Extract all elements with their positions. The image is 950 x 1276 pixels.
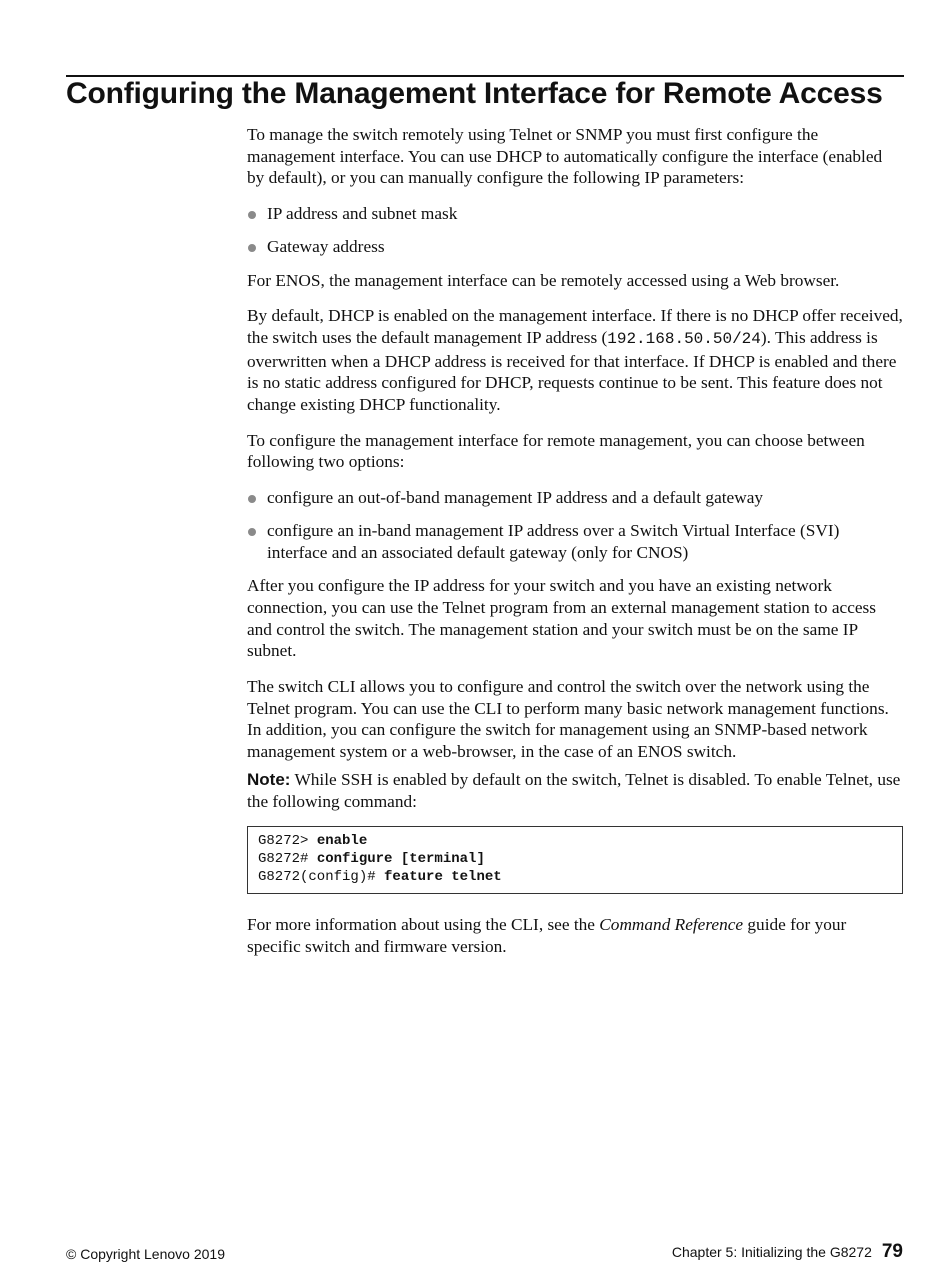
list-item-text: configure an in-band management IP address over a Switch Virtual Interface (SVI) interface and an associated default gateway (only for CNOS): [267, 520, 840, 562]
options-paragraph: To configure the management interface for remote management, you can choose between following two options:: [247, 430, 865, 472]
more-info-paragraph: [247, 914, 903, 957]
code-prompt: G8272(config)#: [258, 869, 385, 886]
dhcp-paragraph: [247, 305, 903, 416]
note-text: While SSH is enabled by default on the switch, Telnet is disabled. To enable Telnet, use the following command:: [247, 769, 901, 811]
code-line: [258, 850, 892, 868]
command-reference-title: Command Reference: [599, 915, 744, 935]
code-line: [258, 832, 892, 850]
ip-parameters-list: [247, 203, 903, 257]
list-item: [247, 203, 903, 225]
copyright-footer: © Copyright Lenovo 2019: [66, 1246, 225, 1262]
list-item: [247, 520, 903, 563]
list-item-text: IP address and subnet mask: [267, 204, 458, 224]
note-label: Note:: [247, 769, 291, 789]
intro-paragraph: To manage the switch remotely using Telnet or SNMP you must first configure the management interface. You can use DHCP to automatically configure the interface (enabled by default), or you can manually configure the following IP parameters:: [247, 125, 883, 188]
ip-address-paragraph: After you configure the IP address for your switch and you have an existing network connection, you can use the Telnet program from an external management station to access and control the switch. The management station and your switch must be on the same IP subnet.: [247, 576, 877, 661]
code-prompt: G8272#: [258, 851, 317, 868]
list-item-text: Gateway address: [267, 236, 385, 256]
code-block: [247, 826, 903, 894]
list-item: [247, 236, 903, 258]
bullet-icon: [248, 495, 256, 503]
bullet-icon: [248, 211, 256, 219]
list-item: [247, 487, 903, 509]
more-info-after: guide for your specific switch and firmware version.: [247, 915, 847, 956]
code-line: [258, 868, 892, 886]
chapter-footer: [672, 1240, 903, 1264]
default-ip-address: 192.168.50.50/24: [607, 329, 761, 348]
list-item-text: configure an out-of-band management IP address and a default gateway: [267, 488, 764, 508]
page-number: 79: [881, 1241, 903, 1262]
options-list: [247, 487, 903, 563]
bullet-icon: [248, 244, 256, 252]
dhcp-text-before: By default, DHCP is enabled on the management interface. If there is no DHCP offer received, the switch uses the default management IP address (: [247, 306, 903, 347]
note: [247, 769, 903, 812]
chapter-title: Chapter 5: Initializing the G8272: [671, 1244, 872, 1260]
body-content: [247, 124, 903, 972]
bullet-icon: [248, 528, 256, 536]
enos-paragraph: For ENOS, the management interface can be remotely accessed using a Web browser.: [247, 270, 840, 290]
page-title: Configuring the Management Interface for Remote Access: [66, 77, 883, 110]
code-command: enable: [316, 833, 368, 850]
code-command: configure [terminal]: [316, 851, 485, 868]
dhcp-text-after: ). This address is overwritten when a DHCP address is received for that interface. If DHCP is enabled and there is no static address configured for DHCP, requests continue to be sent. This feature does not change existing DHCP functionality.: [247, 327, 897, 415]
code-prompt: G8272>: [258, 833, 317, 850]
more-info-before: For more information about using the CLI, see the: [247, 915, 600, 935]
code-command: feature telnet: [384, 869, 502, 886]
cli-paragraph: The switch CLI allows you to configure and control the switch over the network using the Telnet program. You can use the CLI to perform many basic network management functions. In addition, you can configure the switch for management using an SNMP-based network management system or a web-browser, in the case of an ENOS switch.: [247, 677, 889, 762]
